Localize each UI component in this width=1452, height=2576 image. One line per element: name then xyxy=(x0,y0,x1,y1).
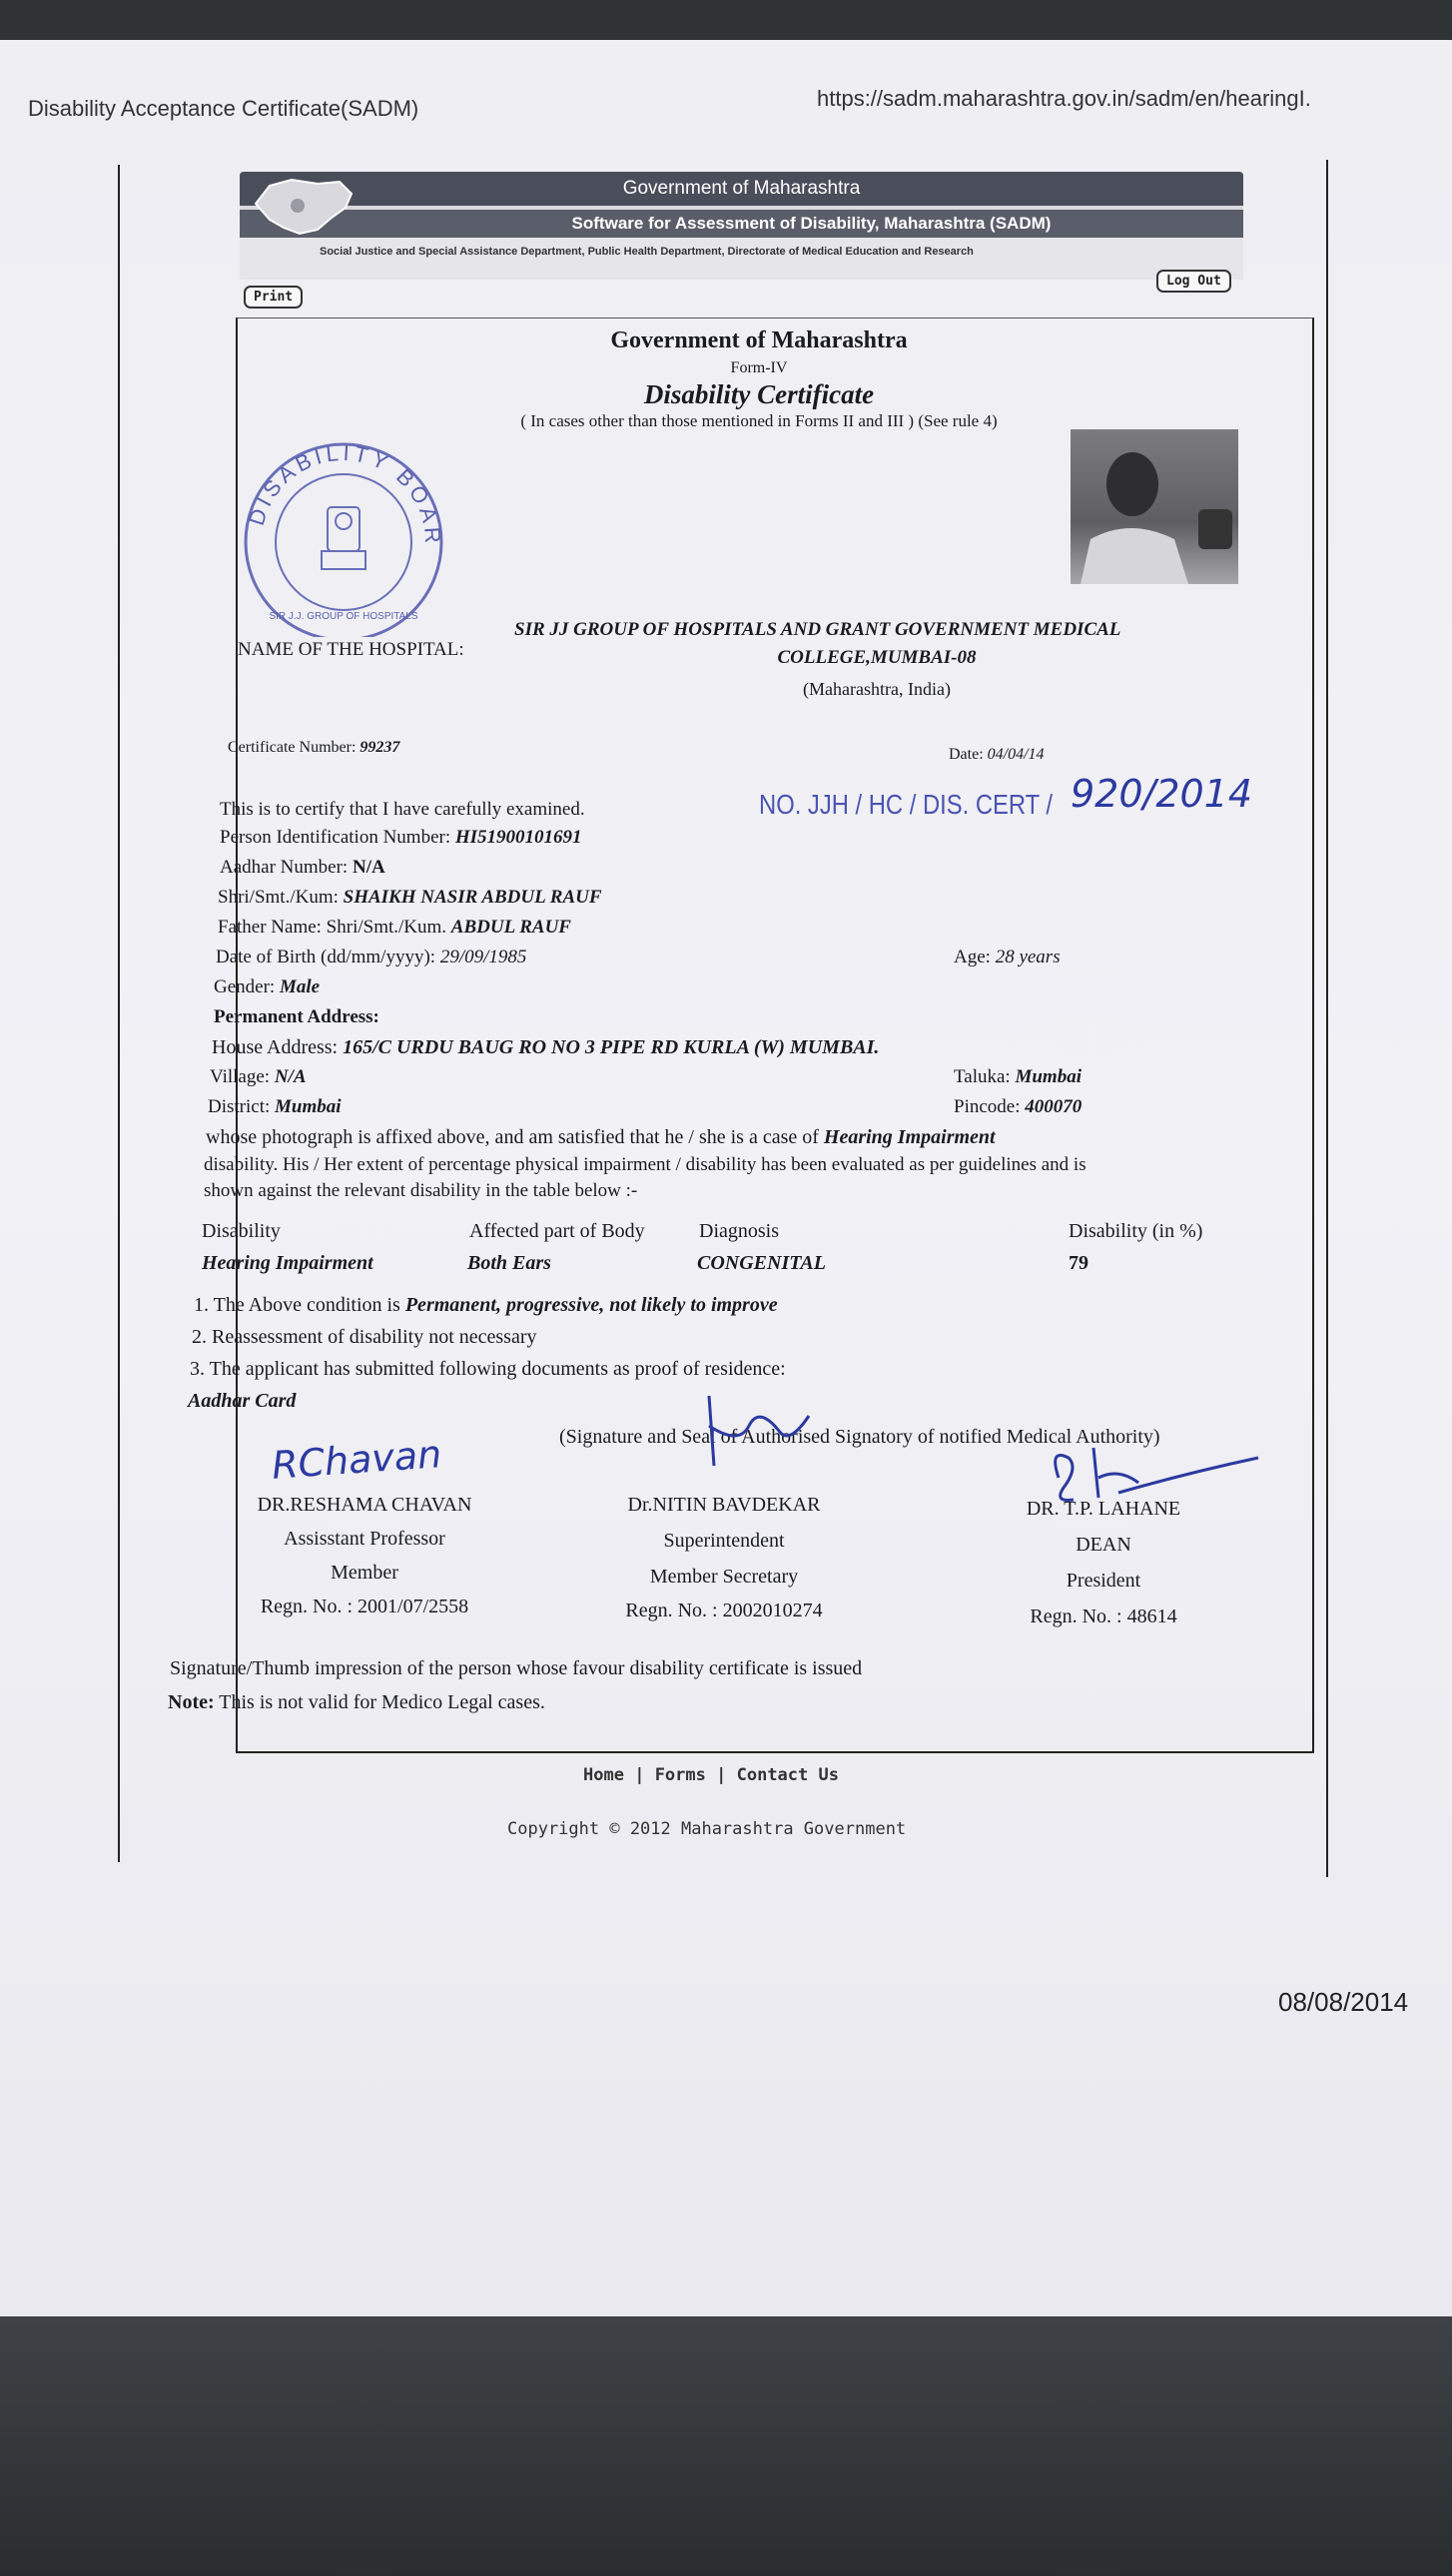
signatory-3-name: DR. T.P. LAHANE xyxy=(1026,1498,1181,1520)
cert-number-label: Certificate Number: xyxy=(228,739,357,756)
table-cell-body-part: Both Ears xyxy=(467,1252,551,1274)
cert-number: 99237 xyxy=(360,739,400,756)
hospital-label: NAME OF THE HOSPITAL: xyxy=(238,639,464,660)
note1-row xyxy=(194,1294,778,1317)
signatory-3-designation: DEAN xyxy=(1076,1534,1131,1556)
dob-value: 29/09/1985 xyxy=(439,947,527,967)
aadhar-label: Aadhar Number: xyxy=(220,857,349,878)
signature-bavdekar xyxy=(689,1386,829,1496)
dob-row xyxy=(216,947,526,968)
taluka-label: Taluka: xyxy=(954,1066,1011,1087)
footer-separator: | xyxy=(716,1765,737,1785)
para-line2: disability. His / Her extent of percentage physical impairment / disability has been evaluated as per guidelines and is xyxy=(204,1154,1087,1175)
father-label: Father Name: Shri/Smt./Kum. xyxy=(218,917,447,938)
proof-document: Aadhar Card xyxy=(188,1390,297,1412)
print-date: 08/08/2014 xyxy=(1278,1987,1409,2017)
house-label: House Address: xyxy=(212,1036,339,1058)
table-header-percent: Disability (in %) xyxy=(1069,1220,1203,1242)
table-header-body-part: Affected part of Body xyxy=(469,1220,645,1242)
signatory-3-role: President xyxy=(1066,1570,1141,1592)
hospital-name-line1: SIR JJ GROUP OF HOSPITALS AND GRANT GOVERNMENT MEDICAL xyxy=(514,619,1121,640)
cert-form: Form-IV xyxy=(730,359,788,376)
village-row xyxy=(210,1066,307,1088)
maharashtra-map-logo xyxy=(248,174,358,238)
footer-links xyxy=(583,1765,839,1785)
seal-text: DISABILITY BOAR xyxy=(243,439,446,548)
signatory-2-designation: Superintendent xyxy=(663,1530,785,1552)
signatory-1-designation: Assisstant Professor xyxy=(284,1528,445,1550)
district-label: District: xyxy=(208,1096,271,1117)
print-button[interactable]: Print xyxy=(244,286,303,309)
cert-date: 04/04/14 xyxy=(987,746,1045,763)
certify-text: This is to certify that I have carefully examined. xyxy=(220,799,585,820)
father-value: ABDUL RAUF xyxy=(450,917,571,938)
para-line1 xyxy=(206,1126,996,1149)
disability-board-seal xyxy=(232,437,456,637)
header-software-bar xyxy=(240,210,1243,238)
signatory-1-name: DR.RESHAMA CHAVAN xyxy=(257,1494,472,1516)
note2: 2. Reassessment of disability not necessary xyxy=(192,1326,537,1348)
logout-button[interactable]: Log Out xyxy=(1156,270,1231,293)
signature-caption: (Signature and Seal of Authorised Signatory of notified Medical Authority) xyxy=(559,1426,1160,1448)
signatory-3-regn: Regn. No. : 48614 xyxy=(1030,1606,1177,1627)
taluka-row xyxy=(954,1066,1082,1088)
table-cell-disability: Hearing Impairment xyxy=(202,1252,373,1274)
svg-text:DISABILITY BOARD xyxy=(232,437,445,547)
note-label: Note: xyxy=(168,1691,215,1713)
pid-value: HI51900101691 xyxy=(454,827,582,848)
stamp-handwritten-number: 920/2014 xyxy=(1071,772,1253,816)
aadhar-row xyxy=(220,857,385,879)
gender-label: Gender: xyxy=(214,976,276,997)
frame-right-line xyxy=(1326,160,1328,1877)
legal-note xyxy=(168,1691,545,1714)
cert-gov-name: Government of Maharashtra xyxy=(610,327,908,353)
thumb-impression-text: Signature/Thumb impression of the person whose favour disability certificate is issued xyxy=(170,1657,863,1679)
father-row xyxy=(218,917,571,939)
hospital-location: (Maharashtra, India) xyxy=(803,679,951,699)
district-row xyxy=(208,1096,342,1118)
print-page-title: Disability Acceptance Certificate(SADM) xyxy=(28,96,419,121)
para-line3: shown against the relevant disability in the table below :- xyxy=(204,1180,638,1201)
table-cell-diagnosis: CONGENITAL xyxy=(697,1252,826,1274)
applicant-photo xyxy=(1071,429,1238,584)
cert-number-row xyxy=(228,739,399,757)
footer-copyright: Copyright © 2012 Maharashtra Government xyxy=(507,1819,907,1839)
table-header-disability: Disability xyxy=(202,1220,281,1242)
house-value: 165/C URDU BAUG RO NO 3 PIPE RD KURLA (W) MUMBAI. xyxy=(343,1036,880,1058)
name-label: Shri/Smt./Kum: xyxy=(218,887,339,908)
cert-title: Disability Certificate xyxy=(643,379,875,409)
name-value: SHAIKH NASIR ABDUL RAUF xyxy=(343,887,602,908)
signatory-1-role: Member xyxy=(331,1562,398,1584)
stamp-text: NO. JJH / HC / DIS. CERT / xyxy=(759,789,1054,820)
name-row xyxy=(218,887,602,909)
signature-chavan: RChavan xyxy=(270,1432,443,1488)
signatory-2-name: Dr.NITIN BAVDEKAR xyxy=(627,1494,821,1516)
pid-label: Person Identification Number: xyxy=(220,827,451,848)
note1-prefix: 1. The Above condition is xyxy=(194,1294,400,1316)
cert-date-label: Date: xyxy=(949,746,984,763)
cert-stamp xyxy=(759,789,1053,821)
table-header-diagnosis: Diagnosis xyxy=(699,1220,779,1242)
taluka-value: Mumbai xyxy=(1015,1066,1082,1087)
print-page-url: https://sadm.maharashtra.gov.in/sadm/en/hearingI. xyxy=(817,86,1311,111)
age-value: 28 years xyxy=(995,947,1061,967)
cert-subtitle: ( In cases other than those mentioned in Forms II and III ) (See rule 4) xyxy=(520,411,998,430)
permanent-address-label: Permanent Address: xyxy=(214,1006,379,1027)
district-value: Mumbai xyxy=(275,1096,342,1117)
pincode-value: 400070 xyxy=(1025,1096,1083,1117)
gender-row xyxy=(214,976,320,998)
dob-label: Date of Birth (dd/mm/yyyy): xyxy=(216,947,436,967)
footer-separator: | xyxy=(634,1765,655,1785)
signatory-1-regn: Regn. No. : 2001/07/2558 xyxy=(260,1596,469,1617)
note3: 3. The applicant has submitted following documents as proof of residence: xyxy=(190,1358,786,1380)
para1-prefix: whose photograph is affixed above, and am satisfied that he / she is a case of xyxy=(206,1126,819,1148)
hospital-name-line2: COLLEGE,MUMBAI-08 xyxy=(777,647,977,668)
header-departments: Social Justice and Special Assistance Department, Public Health Department, Directorate of Medical Education and Research xyxy=(320,246,974,258)
village-label: Village: xyxy=(210,1066,271,1087)
gender-value: Male xyxy=(279,976,321,997)
frame-left-line xyxy=(118,165,120,1862)
header-software-name: Software for Assessment of Disability, Maharashtra (SADM) xyxy=(571,214,1052,233)
signatory-2-role: Member Secretary xyxy=(649,1566,799,1588)
table-surface xyxy=(0,2316,1452,2576)
seal-subtext: SIR J.J. GROUP OF HOSPITALS xyxy=(269,611,418,622)
pincode-row xyxy=(954,1096,1082,1118)
header-gov-name: Government of Maharashtra xyxy=(622,178,861,199)
signatory-2-regn: Regn. No. : 2002010274 xyxy=(625,1600,823,1621)
village-value: N/A xyxy=(274,1066,307,1087)
note1-value: Permanent, progressive, not likely to improve xyxy=(404,1294,778,1316)
pid-row xyxy=(220,827,582,849)
cert-date-row xyxy=(949,746,1045,764)
aadhar-value: N/A xyxy=(352,857,385,878)
para1-case: Hearing Impairment xyxy=(823,1126,996,1148)
site-header xyxy=(240,172,1243,280)
pincode-label: Pincode: xyxy=(954,1096,1021,1117)
age-label: Age: xyxy=(954,947,991,967)
house-row xyxy=(212,1036,879,1059)
note-text: This is not valid for Medico Legal cases. xyxy=(219,1691,545,1713)
footer-link-home[interactable]: Home xyxy=(583,1765,624,1785)
header-gov-bar xyxy=(240,172,1243,206)
footer-link-contact[interactable]: Contact Us xyxy=(736,1765,839,1785)
age-row xyxy=(954,947,1061,968)
footer-link-forms[interactable]: Forms xyxy=(654,1765,706,1785)
table-cell-percent: 79 xyxy=(1069,1252,1089,1274)
